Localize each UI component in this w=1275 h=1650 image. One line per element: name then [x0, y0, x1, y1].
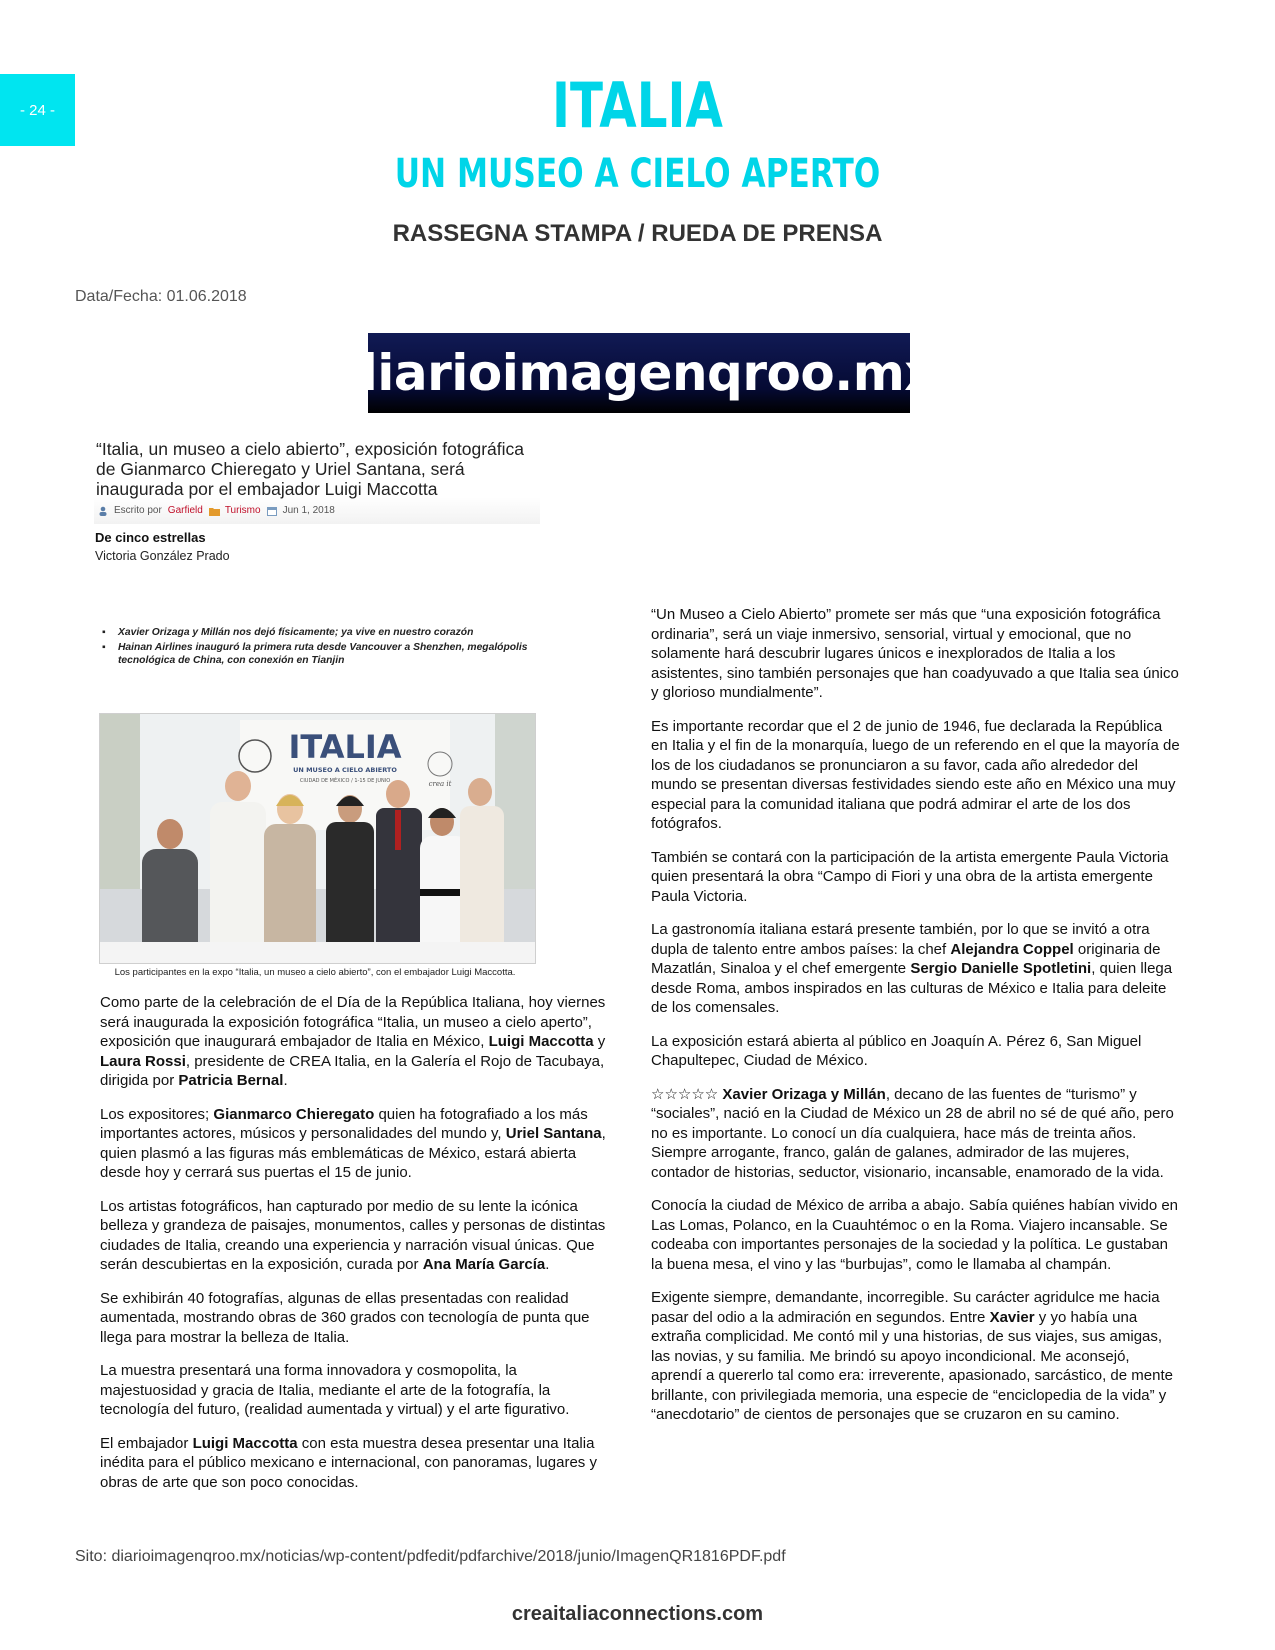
paragraph-text: con esta muestra desea presentar una Italia inédita para el público mexicano e internacional, con panoramas, lugares y obras de arte que son poco conocidas. [100, 1434, 597, 1491]
paragraph-text: La exposición estará abierta al público en Joaquín A. Pérez 6, San Miguel Chapultepec, Ciudad de México. [651, 1032, 1142, 1069]
emphasized-name: Xavier [989, 1308, 1035, 1326]
group-photo-illustration [100, 714, 535, 963]
folder-icon [209, 506, 219, 516]
column-section: De cinco estrellas [95, 530, 206, 545]
article-paragraph [651, 848, 1181, 907]
paragraph-text: “Un Museo a Cielo Abierto” promete ser más que “una exposición fotográfica ordinaria”, será un viaje inmersivo, sensorial, virtual y emocional, que no solamente hará descubrir lugares únicos e inexplorados de Italia a los asistentes, sino también personajes que han coadyuvado a que Italia sea único y glorioso mundialmente”. [651, 606, 1179, 701]
paragraph-text: La muestra presentará una forma innovadora y cosmopolita, la majestuosidad y gracia de Italia, mediante el arte de la fotografía, la tecnología del futuro, (realidad aumentada y virtual) y el arte figurativo. [100, 1362, 570, 1418]
article-paragraph [100, 993, 606, 1091]
article-paragraph [651, 1288, 1181, 1425]
author-link[interactable]: Garfield [167, 505, 203, 516]
article-paragraph [651, 1032, 1181, 1071]
event-photo [99, 713, 536, 964]
article-paragraph [651, 1085, 1181, 1183]
list-item: ▪ Hainan Airlines inauguró la primera ruta desde Vancouver a Shenzhen, megalópolis tecnológica de China, con conexión en Tianjin [100, 641, 530, 667]
page-number: - 24 - [19, 101, 55, 119]
paragraph-text: Exigente siempre, demandante, incorregible. Su carácter agridulce me hacia pasar del odio a la admiración en segundos. Entre [651, 1289, 1160, 1326]
paragraph-text: Conocía la ciudad de México de arriba a abajo. Sabía quiénes habían vivido en Las Lomas, Polanco, en la Cuauhtémoc o en la Roma. Viajero incansable. Se codeaba con importantes personajes de la sociedad y la política. Le gustaban la buena mesa, el vino y las “burbujas”, como le llamaba al champán. [651, 1197, 1179, 1273]
emphasized-name: Sergio Danielle Spotletini [910, 960, 1092, 977]
article-paragraph [100, 1197, 606, 1275]
paragraph-text: Los expositores; [100, 1105, 214, 1123]
paragraph-text: , presidente de CREA Italia, en la Galería el Rojo de Tacubaya, dirigida por [100, 1052, 605, 1089]
paragraph-text: quien ha fotografiado a los más importantes actores, músicos y personalidades del mundo y, [100, 1105, 588, 1142]
byline: Victoria González Prado [95, 549, 230, 563]
article-paragraph [100, 1361, 606, 1420]
article-column-left [100, 993, 606, 1506]
paragraph-text: El embajador [100, 1434, 193, 1452]
section-heading: RASSEGNA STAMPA / RUEDA DE PRENSA [392, 220, 883, 247]
paragraph-text: También se contará con la participación de la artista emergente Paula Victoria quien presentará la obra “Campo di Fiori y una obra de la artista emergente Paula Victoria. [651, 848, 1169, 905]
emphasized-name: ☆☆☆☆☆ Xavier Orizaga y Millán [651, 1085, 886, 1103]
footer-website: creaitaliaconnections.com [511, 1603, 764, 1625]
written-by-label: Escrito por [114, 505, 162, 516]
article-column-right [651, 605, 1181, 1439]
paragraph-text: y [593, 1033, 606, 1050]
paragraph-text: , quien plasmó a las figuras más emblemáticas de México, estará abierta desde hoy y cerrará sus puertas el 15 de junio. [100, 1125, 606, 1181]
emphasized-name: Patricia Bernal [178, 1072, 284, 1089]
page-title: ITALIA [552, 69, 723, 142]
article-paragraph [100, 1434, 606, 1493]
paragraph-text: , quien llega desde Roma, ambos inspirados en las culturas de México e Italia para deleite de los comensales. [651, 960, 1173, 1016]
emphasized-name: Luigi Maccotta [192, 1434, 298, 1452]
emphasized-name: Uriel Santana [505, 1125, 602, 1142]
banner-logo: crea it [428, 780, 452, 788]
article-paragraph [100, 1105, 606, 1183]
paragraph-text: , decano de las fuentes de “turismo” y “sociales”, nació en la Ciudad de México un 28 de abril no sé de qué año, pero no es importante. Lo conocí un día cualquiera, hace más de treinta años. Siempre arrogante, franco, galán de galanes, admirador de las mujeres, contador de historias, seductor, visionario, incansable, enamorado de la vida. [651, 1085, 1174, 1181]
list-item: ▪ Xavier Orizaga y Millán nos dejó físicamente; ya vive en nuestro corazón [100, 626, 530, 639]
emphasized-name: Luigi Maccotta [488, 1033, 594, 1050]
page-subtitle: UN MUSEO A CIELO APERTO [394, 151, 881, 197]
emphasized-name: Laura Rossi [100, 1052, 186, 1070]
emphasized-name: Ana María García [422, 1256, 546, 1273]
article-meta [98, 505, 335, 516]
article-paragraph [651, 605, 1181, 703]
paragraph-text: Se exhibirán 40 fotografías, algunas de ellas presentadas con realidad aumentada, mostrando obras de 360 grados con tecnología de punta que llega para mostrar la belleza de Italia. [100, 1289, 590, 1346]
publication-date: Data/Fecha: 01.06.2018 [75, 288, 247, 305]
article-paragraph [651, 1196, 1181, 1274]
article-date: Jun 1, 2018 [282, 505, 335, 516]
highlights-list [100, 626, 530, 669]
paragraph-text: . [283, 1072, 288, 1089]
article-paragraph [651, 717, 1181, 834]
banner-city: CIUDAD DE MÉXICO / 1-15 DE JUNIO [299, 778, 391, 784]
calendar-icon [267, 506, 277, 516]
article-paragraph [100, 1289, 606, 1348]
banner-subtitle: UN MUSEO A CIELO ABIERTO [293, 766, 397, 774]
paragraph-text: Como parte de la celebración de el Día de la República Italiana, hoy viernes será inaugurada la exposición fotográfica “Italia, un museo a cielo aperto”, exposición que inaugurará embajador de Italia en México, [100, 994, 606, 1050]
article-paragraph [651, 920, 1181, 1018]
paragraph-text: Es importante recordar que el 2 de junio de 1946, fue declarada la República en Italia y el fin de la monarquía, luego de un referendo en el que la mayoría de los de los ciudadanos se pronunciaron a su favor, cada año alrededor del mundo se presentan diversas festividades siendo este año en México una muy especial para la comunidad italiana que podrá admirar el arte de los dos fotógrafos. [651, 717, 1180, 832]
source-url: Sito: diarioimagenqroo.mx/noticias/wp-content/pdfedit/pdfarchive/2018/junio/ImagenQR1816PDF.pdf [75, 1548, 786, 1565]
paragraph-text: originaria de Mazatlán, Sinaloa y el chef emergente [651, 940, 1161, 977]
article-headline: “Italia, un museo a cielo abierto”, exposición fotográfica de Gianmarco Chieregato y Uriel Santana, será inaugurada por el embajador Luigi Maccotta [96, 439, 525, 499]
emphasized-name: Gianmarco Chieregato [213, 1105, 375, 1123]
photo-caption: Los participantes en la expo “Italia, un museo a cielo abierto”, con el embajador Luigi Maccotta. [114, 967, 516, 978]
banner-title: ITALIA [288, 728, 402, 766]
paragraph-text: . [545, 1256, 550, 1273]
category-link[interactable]: Turismo [224, 505, 261, 516]
paragraph-text: Los artistas fotográficos, han capturado por medio de su lente la icónica belleza y grandeza de paisajes, monumentos, calles y personas de distintas ciudades de Italia, creando una experiencia y narración visual únicas. Que serán descubiertas en la exposición, curada por [100, 1197, 606, 1273]
page-number-badge [0, 74, 75, 146]
user-icon [98, 506, 108, 516]
paragraph-text: La gastronomía italiana estará presente también, por lo que se invitó a otra dupla de talento entre ambos países: la chef [651, 921, 1150, 958]
emphasized-name: Alejandra Coppel [950, 940, 1074, 958]
newspaper-logo: diarioimagenqroo.mx [368, 333, 910, 413]
paragraph-text: y yo había una extraña complicidad. Me contó mil y una historias, de sus viajes, sus amigas, las novias, y su familia. Me brindó su apoyo incondicional. Me aconsejó, aprendí a quererlo tal como era: irreverente, apasionado, sarcástico, de mente brillante, con privilegiada memoria, una especie de “enciclopedia de la vida” y “anecdotario” de cientos de personajes que se cruzaron en su camino. [651, 1308, 1173, 1423]
